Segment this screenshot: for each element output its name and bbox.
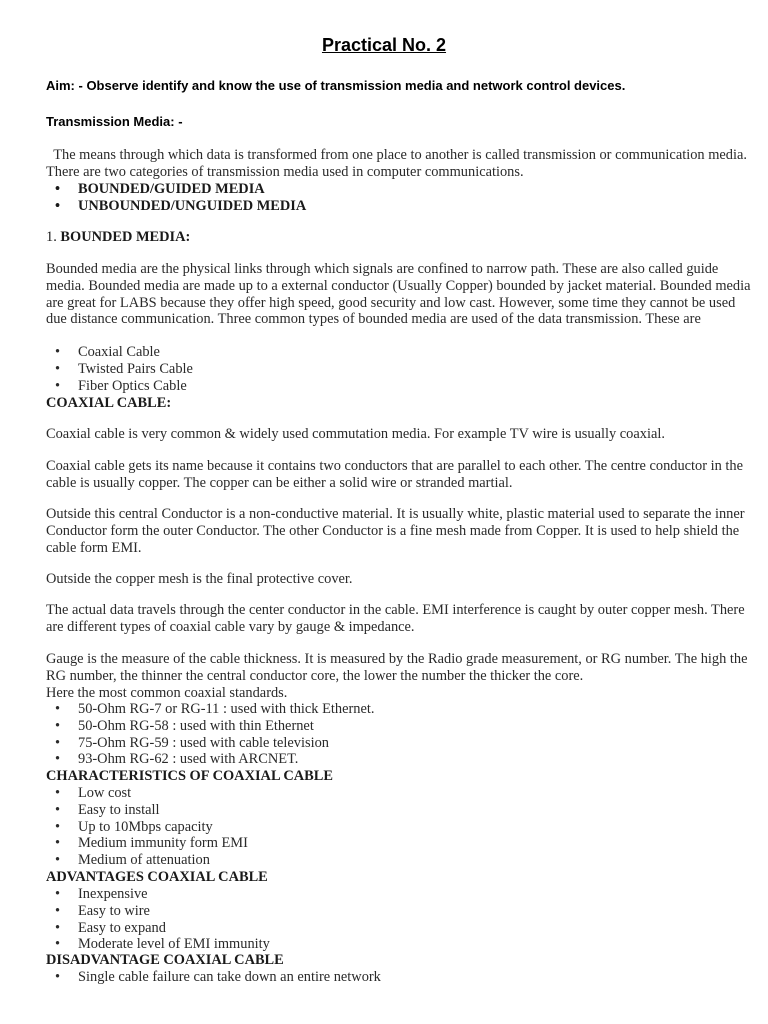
coaxial-paragraph-4: Outside the copper mesh is the final protective cover.	[46, 571, 353, 587]
list-item: • Single cable failure can take down an entire network	[55, 969, 381, 985]
characteristics-heading: CHARACTERISTICS OF COAXIAL CABLE	[46, 768, 333, 784]
coaxial-paragraph-6: Gauge is the measure of the cable thickness. It is measured by the Radio grade measurement, or RG number. The high the RG number, the thinner the central conductor core, the lower the number the thicker the core. Here the most common coaxial standards.	[46, 651, 758, 701]
bounded-types-list	[46, 344, 193, 394]
list-item: • Twisted Pairs Cable	[55, 360, 193, 377]
list-item: • Medium of attenuation	[55, 852, 210, 869]
bullet-icon: •	[55, 717, 61, 734]
list-item: • 75-Ohm RG-59 : used with cable television	[55, 734, 329, 751]
advantages-heading: ADVANTAGES COAXIAL CABLE	[46, 869, 268, 885]
intro-text: The means through which data is transformed from one place to another is called transmission or communication media. There are two categories of transmission media used in computer communications.	[46, 147, 751, 180]
bullet-icon: •	[55, 360, 61, 377]
list-item: • Fiber Optics Cable	[55, 377, 187, 394]
list-item: • 50-Ohm RG-58 : used with thin Ethernet	[55, 717, 314, 734]
bullet-icon: •	[55, 181, 61, 197]
list-item: • Easy to install	[55, 801, 160, 818]
coaxial-paragraph-2: Coaxial cable gets its name because it contains two conductors that are parallel to each other. The centre conductor in the cable is usually copper. The copper can be either a solid wire or stranded martial.	[46, 458, 744, 491]
bullet-icon: •	[55, 835, 61, 852]
bounded-text: Bounded media are the physical links through which signals are confined to narrow path. These are also called guide media. Bounded media are made up to a external conductor (Usually Copper) bounded by jacket material. Bounded media are great for LABS because they offer high speed, good security and low cast. However, some time they cannot be used due distance communication. Three common types of bounded media are used of the data transmission. These are	[46, 261, 751, 328]
bullet-icon: •	[55, 902, 61, 919]
bullet-icon: •	[55, 197, 61, 214]
list-item: • BOUNDED/GUIDED MEDIA	[55, 181, 265, 197]
list-item: • Coaxial Cable	[55, 344, 160, 360]
bounded-media-paragraph	[46, 261, 758, 328]
bullet-icon: •	[55, 785, 61, 801]
media-categories-list	[46, 181, 306, 215]
characteristics-list	[46, 785, 248, 869]
section-number: 1.	[46, 229, 57, 245]
list-item: • Low cost	[55, 785, 132, 801]
list-item: • Medium immunity form EMI	[55, 835, 248, 852]
coaxial-paragraph-5: The actual data travels through the center conductor in the cable. EMI interference is caught by outer copper mesh. There are different types of coaxial cable vary by gauge & impedance.	[46, 602, 745, 635]
advantages-list	[46, 886, 270, 953]
bounded-media-heading	[46, 229, 190, 246]
page-title: Practical No. 2	[321, 35, 447, 55]
list-item: • 93-Ohm RG-62 : used with ARCNET.	[55, 751, 299, 768]
bullet-icon: •	[55, 801, 61, 818]
bullet-icon: •	[55, 818, 61, 835]
disadvantage-heading: DISADVANTAGE COAXIAL CABLE	[46, 952, 284, 968]
list-item: • Up to 10Mbps capacity	[55, 818, 213, 835]
bullet-icon: •	[55, 919, 61, 936]
coaxial-paragraph-3: Outside this central Conductor is a non-conductive material. It is usually white, plastic material used to separate the inner Conductor form the outer Conductor. The other Conductor is a fine mesh made from Copper. It is used to help shield the cable form EMI.	[46, 506, 745, 556]
section-heading-text: BOUNDED MEDIA:	[60, 229, 191, 245]
standards-intro: Here the most common coaxial standards.	[46, 684, 288, 701]
bullet-icon: •	[55, 936, 61, 953]
list-item: • Easy to wire	[55, 902, 150, 919]
bullet-icon: •	[55, 969, 61, 985]
list-item: • UNBOUNDED/UNGUIDED MEDIA	[55, 197, 307, 214]
coaxial-standards-list	[46, 701, 374, 768]
list-item: • Easy to expand	[55, 919, 166, 936]
list-item: • Inexpensive	[55, 886, 148, 902]
bullet-icon: •	[55, 751, 61, 768]
intro-paragraph	[46, 147, 758, 181]
bullet-icon: •	[55, 377, 61, 394]
list-item: • 50-Ohm RG-7 or RG-11 : used with thick Ethernet.	[55, 701, 375, 717]
aim-line: Aim: - Observe identify and know the use of transmission media and network control devices.	[46, 78, 626, 93]
coaxial-paragraph-1: Coaxial cable is very common & widely used commutation media. For example TV wire is usually coaxial.	[46, 426, 665, 442]
disadvantage-list	[46, 969, 381, 986]
bullet-icon: •	[55, 344, 61, 360]
bullet-icon: •	[55, 852, 61, 869]
bullet-icon: •	[55, 886, 61, 902]
list-item: • Moderate level of EMI immunity	[55, 936, 270, 953]
coaxial-cable-heading: COAXIAL CABLE:	[46, 395, 172, 411]
transmission-media-heading: Transmission Media: -	[46, 114, 183, 129]
bullet-icon: •	[55, 701, 61, 717]
bullet-icon: •	[55, 734, 61, 751]
